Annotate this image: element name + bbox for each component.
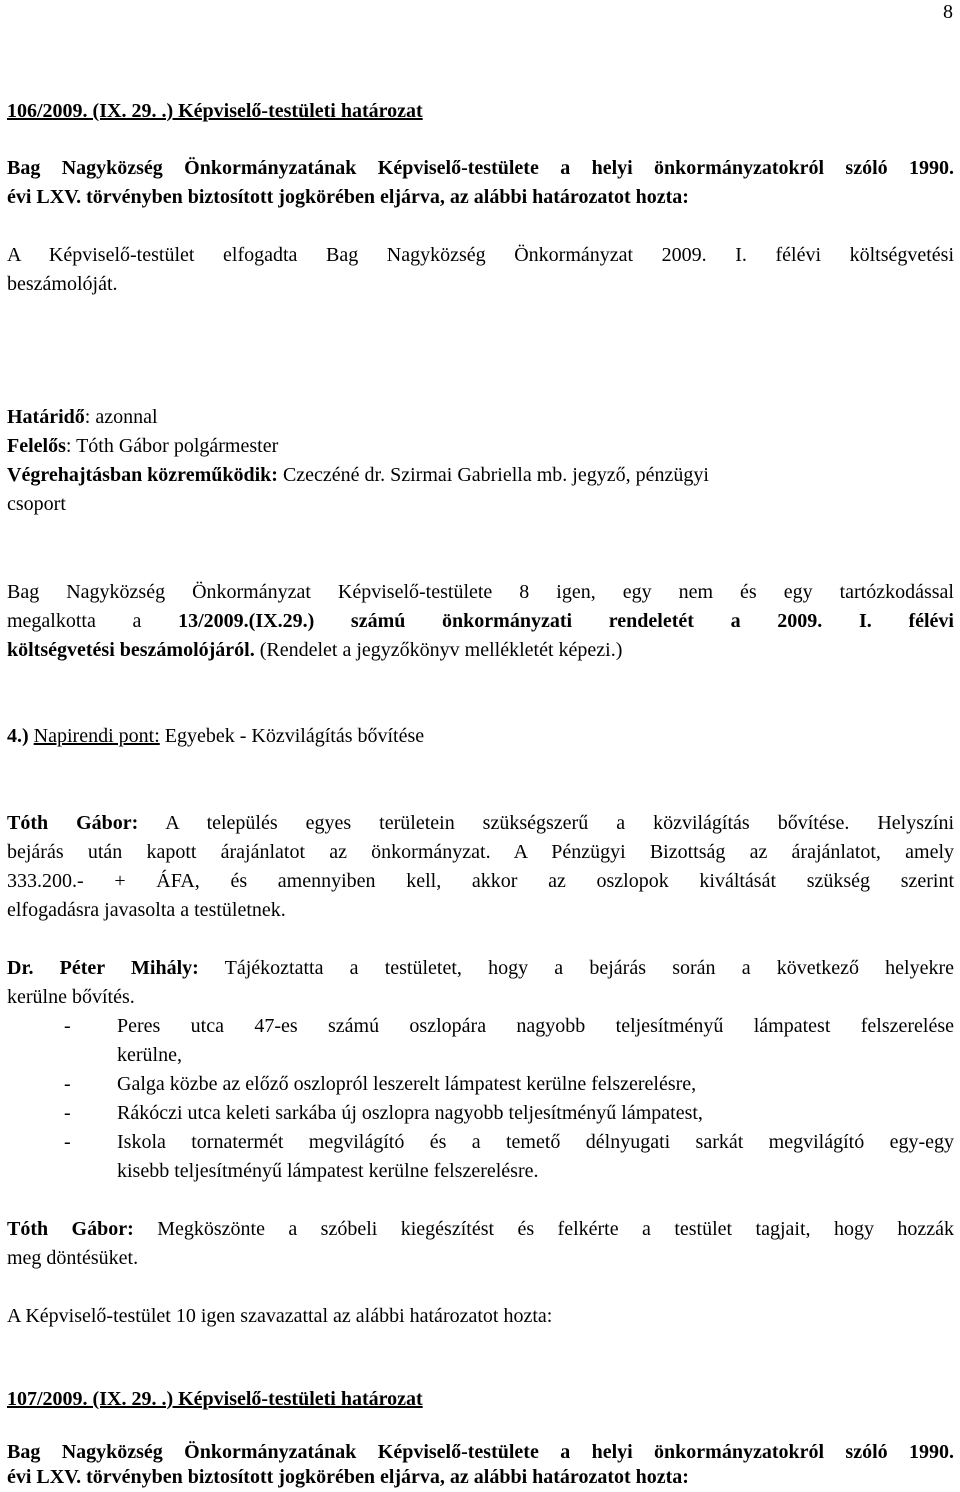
agenda-item-number: 4.) (7, 725, 29, 747)
bullet-dash-2: - (64, 1073, 71, 1095)
resolution-preamble-line1: Bag Nagyközség Önkormányzatának Képviselő-testülete a helyi önkormányzatokról szóló 1990. (7, 157, 954, 179)
executor-line2: csoport (7, 493, 66, 515)
bullet-4-line2: kisebb teljesítményű lámpatest kerülne felszerelésre. (117, 1160, 539, 1182)
page-number: 8 (943, 1, 953, 23)
peter-statement-line2: kerülne bővítés. (7, 986, 135, 1008)
resolution-heading-107: 107/2009. (IX. 29. .) Képviselő-testületi határozat (7, 1388, 423, 1410)
regulation-text-line3 (7, 638, 622, 662)
executor-label: Végrehajtásban közreműködik: (7, 464, 278, 486)
regulation-text-line2-a: megalkotta a (7, 610, 179, 632)
deadline-value: : azonnal (84, 406, 158, 428)
resolution-heading-106: 106/2009. (IX. 29. .) Képviselő-testületi határozat (7, 100, 423, 122)
peter-statement-text1: Tájékoztatta a testületet, hogy a bejárás során a következő helyekre (198, 957, 955, 979)
responsible-value: : Tóth Gábor polgármester (65, 435, 279, 457)
decision-text-line1: A Képviselő-testület elfogadta Bag Nagyközség Önkormányzat 2009. I. félévi költségvetési (7, 244, 954, 266)
regulation-text-line3-b: (Rendelet a jegyzőkönyv mellékletét képezi.) (254, 639, 623, 661)
agenda-item-title: Egyebek - Közvilágítás bővítése (159, 725, 425, 747)
toth-closing-text1: Megköszönte a szóbeli kiegészítést és felkérte a testület tagjait, hogy hozzák (133, 1218, 954, 1240)
bullet-4-line1: Iskola tornatermét megvilágító és a temető délnyugati sarkát megvilágító egy-egy (117, 1131, 954, 1153)
agenda-item-heading (7, 724, 424, 748)
regulation-text-line2 (7, 609, 954, 633)
deadline-line (7, 405, 158, 429)
bullet-1-line2: kerülne, (117, 1044, 182, 1066)
responsible-label: Felelős (7, 435, 66, 457)
regulation-text-line2-b: 13/2009.(IX.29.) számú önkormányzati rendeletét a 2009. I. félévi (178, 610, 954, 632)
toth-statement-text1: A település egyes területein szükségszerű a közvilágítás bővítése. Helyszíni (138, 812, 954, 834)
responsible-line (7, 434, 278, 458)
bullet-dash-4: - (64, 1131, 71, 1153)
resolution-preamble-line2: évi LXV. törvényben biztosított jogkörében eljárva, az alábbi határozatot hozta: (7, 186, 689, 208)
peter-statement-line1 (7, 956, 954, 980)
toth-statement-line3: 333.200.- + ÁFA, és amennyiben kell, akkor az oszlopok kiváltását szükség szerint (7, 870, 954, 892)
bullet-1-line1: Peres utca 47-es számú oszlopára nagyobb teljesítményű lámpatest felszerelése (117, 1015, 954, 1037)
agenda-item-label: Napirendi pont: (33, 725, 160, 747)
decision-text-line2: beszámolóját. (7, 273, 118, 295)
toth-statement-line4: elfogadásra javasolta a testületnek. (7, 899, 286, 921)
toth-statement-line1 (7, 811, 954, 835)
executor-line (7, 463, 709, 487)
toth-statement-line2: bejárás után kapott árajánlatot az önkormányzat. A Pénzügyi Bizottság az árajánlatot, amely (7, 841, 954, 863)
toth-closing-line2: meg döntésüket. (7, 1247, 139, 1269)
regulation-text-line3-a: költségvetési beszámolójáról. (7, 639, 255, 661)
resolution2-preamble-line2: évi LXV. törvényben biztosított jogkörében eljárva, az alábbi határozatot hozta: (7, 1466, 689, 1488)
speaker-peter: Dr. Péter Mihály: (7, 957, 199, 979)
speaker-toth-2: Tóth Gábor: (7, 1218, 134, 1240)
deadline-label: Határidő (7, 406, 85, 428)
resolution2-preamble-line1: Bag Nagyközség Önkormányzatának Képviselő-testülete a helyi önkormányzatokról szóló 1990. (7, 1441, 954, 1463)
speaker-toth: Tóth Gábor: (7, 812, 139, 834)
regulation-text-line1: Bag Nagyközség Önkormányzat Képviselő-testülete 8 igen, egy nem és egy tartózkodással (7, 581, 954, 603)
bullet-dash-3: - (64, 1102, 71, 1124)
bullet-2: Galga közbe az előző oszlopról leszerelt lámpatest kerülne felszerelésre, (117, 1073, 697, 1095)
executor-value: Czeczéné dr. Szirmai Gabriella mb. jegyző, pénzügyi (277, 464, 709, 486)
bullet-dash-1: - (64, 1015, 71, 1037)
vote-result: A Képviselő-testület 10 igen szavazattal az alábbi határozatot hozta: (7, 1305, 553, 1327)
bullet-3: Rákóczi utca keleti sarkába új oszlopra nagyobb teljesítményű lámpatest, (117, 1102, 703, 1124)
toth-closing-line1 (7, 1217, 954, 1241)
